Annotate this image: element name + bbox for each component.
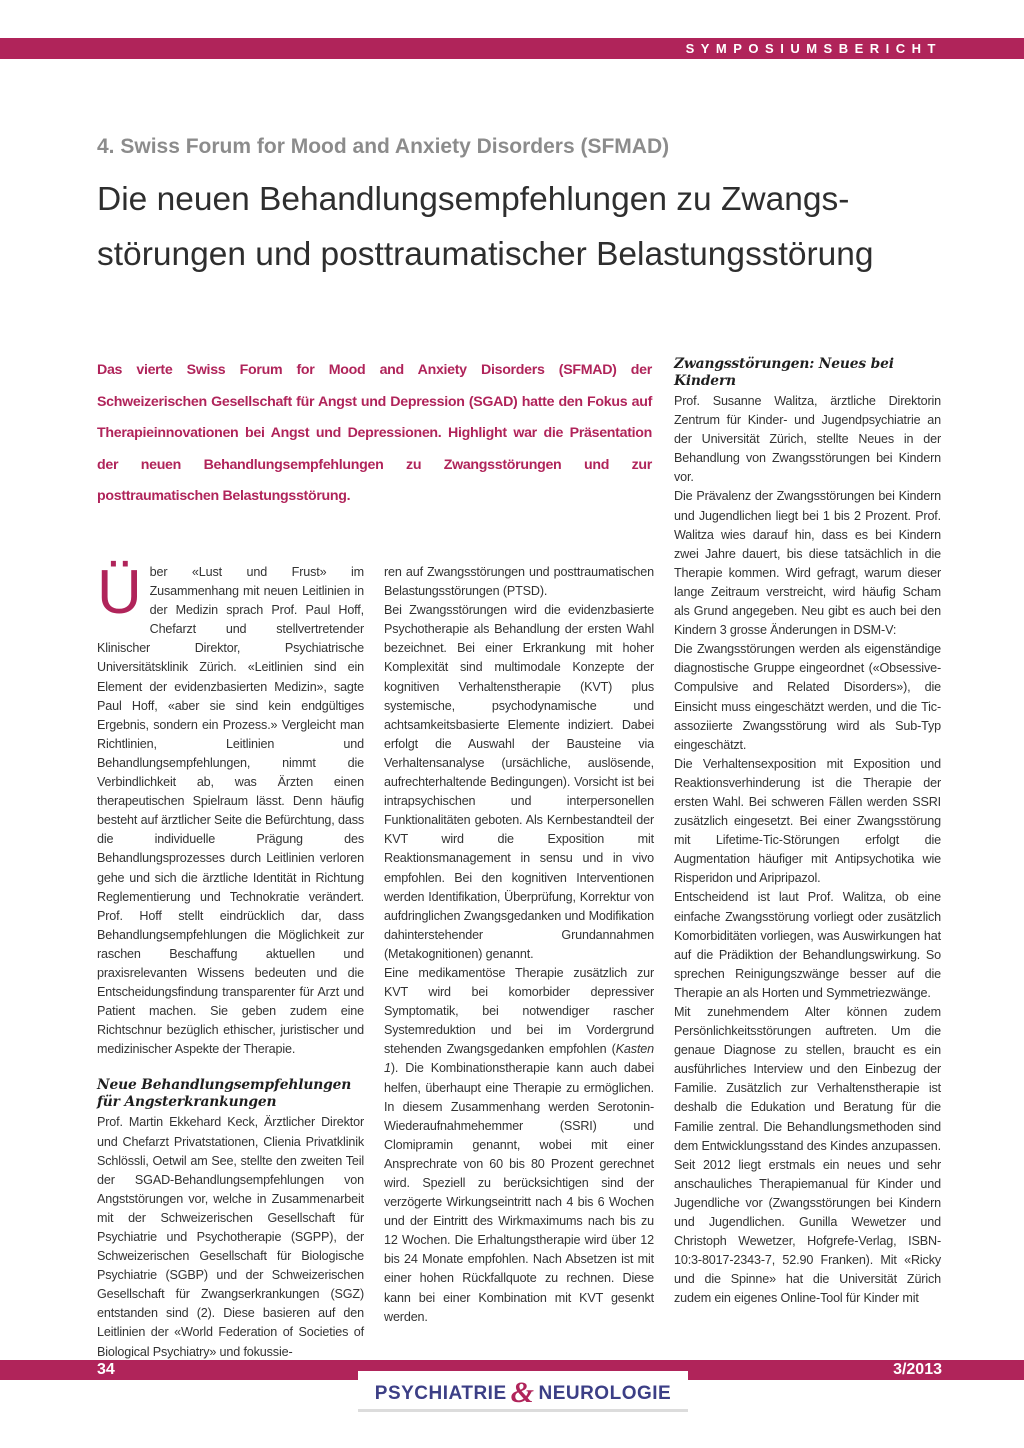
subhead-zwangsstoerungen-kinder: Zwangsstörungen: Neues bei Kindern	[674, 356, 894, 389]
text-column-2	[384, 563, 654, 1327]
box-reference: Kasten 1	[384, 1042, 654, 1076]
col3-paragraph-6: Mit zunehmendem Alter können zudem Persönlichkeitsstörungen auftreten. Um die genaue Diagnose zu stellen, braucht es ein ausführliches Interview und den Einbezug der Familie. Zusätzlich zur Verhaltenstherapie ist deshalb die Edukation und Beratung für die Familie zentral. Die Behandlungsmethoden sind dem Entwicklungsstand des Kindes anzupassen. Seit 2012 liegt erstmals ein neues und sehr anschauliches Therapiemanual für Kinder und Jugendliche vor (Zwangsstörungen bei Kindern und Jugendlichen. Gunilla Wewetzer und Christoph Wewetzer, Hofgrefe-Verlag, ISBN-10:3-8017-2343-7, 52.90 Franken). Mit «Ricky und die Spinne» hat die Universität Zürich zudem ein eigenes Online-Tool für Kinder mit	[674, 1005, 941, 1306]
col3-paragraph-1: Prof. Susanne Walitza, ärztliche Direktorin Zentrum für Kinder- und Jugendpsychiatrie an der Universität Zürich, stellte Neues in der Behandlung von Zwangsstörungen bei Kindern vor.	[674, 394, 941, 485]
article-title	[97, 172, 957, 282]
section-label: SYMPOSIUMSBERICHT	[685, 41, 942, 56]
col2-paragraph-3	[384, 964, 654, 1327]
col2-paragraph-1: ren auf Zwangsstörungen und posttraumatischen Belastungsstörungen (PTSD).	[384, 565, 654, 599]
issue-number: 3/2013	[893, 1361, 942, 1378]
text-column-3	[674, 356, 941, 1309]
col3-paragraph-2: Die Prävalenz der Zwangsstörungen bei Kindern und Jugendlichen liegt bei 1 bis 2 Prozent. Prof. Walitza wies darauf hin, dass es bei Kindern zwei Jahre dauert, bis diese tatsächlich in die Therapie kommen. Wird gefragt, warum dieser lange Zeitraum verstreicht, wird häufig Scham als Grund angegeben. Neu gibt es auch bei den Kindern 3 grosse Änderungen in DSM-V:	[674, 489, 941, 638]
title-line-2: störungen und posttraumatischer Belastungsstörung	[97, 236, 874, 273]
col3-paragraph-4: Die Verhaltensexposition mit Exposition und Reaktionsverhinderung ist die Therapie der ersten Wahl. Bei schweren Fällen werden SSRI zusätzlich eingesetzt. Bei einer Zwangsstörung mit Lifetime-Tic-Störungen erfolgt die Augmentation häufiger mit Antipsychotika wie Risperidon und Aripripazol.	[674, 756, 941, 886]
title-line-1: Die neuen Behandlungsempfehlungen zu Zwangs-	[97, 181, 850, 218]
article-lead: Das vierte Swiss Forum for Mood and Anxiety Disorders (SFMAD) der Schweizerischen Gesellschaft für Angst und Depression (SGAD) hatte den Fokus auf Therapieinnovationen bei Angst und Depressionen. Highlight war die Präsentation der neuen Behandlungsempfehlungen zu Zwangsstörungen und zur posttraumatischen Belastungsstörung.	[97, 362, 652, 504]
col1-paragraph-1-text: ber «Lust und Frust» im Zusammenhang mit neuen Leitlinien in der Medizin sprach Prof. Paul Hoff, Chefarzt und stellvertretender Klinischer Direktor, Psychiatrische Universitätsklinik Zürich. «Leitlinien sind ein Element der evidenzbasierten Medizin», sagte Paul Hoff, «aber sie sind kein endgültiges Ergebnis, sondern ein Prozess.» Vergleicht man Richtlinien, Leitlinien und Behandlungsempfehlungen, nimmt die Verbindlichkeit ab, was Ärzten einen therapeutischen Spielraum lässt. Denn häufig besteht auf ärztlicher Seite die Befürchtung, dass die individuelle Prägung des Behandlungsprozesses durch Leitlinien verloren gehe und sich die ärztliche Identität in Richtung Reglementierung und Technokratie verändert. Prof. Hoff stellt eindrücklich dar, dass Behandlungsempfehlungen die Möglichkeit zur raschen Beschaffung aktuellen und praxisrelevanten Wissens bedeuten und die Entscheidungsfindung transparenter für Arzt und Patient machen. Sie geben zudem eine Richtschnur bezüglich ethischer, juristischer und medizinischer Aspekte der Therapie.	[97, 565, 364, 1057]
col1-paragraph-2: Prof. Martin Ekkehard Keck, Ärztlicher Direktor und Chefarzt Privatstationen, Clienia Privatklinik Schlössli, Oetwil am See, stellte den zweiten Teil der SGAD-Behandlungsempfehlungen von Angststörungen vor, welche in Zusammenarbeit mit der Schweizerischen Gesellschaft für Psychiatrie und Psychotherapie (SGPP), der Schweizerischen Gesellschaft für Biologische Psychiatrie (SGBP) und der Schweizerischen Gesellschaft für Zwangserkrankungen (SGZ) entstanden sind (2). Diese basieren auf den Leitlinien der «World Federation of Societies of Biological Psychiatry» und fokussie-	[97, 1115, 364, 1359]
col2-paragraph-3-a: Eine medikamentöse Therapie zusätzlich zur KVT wird bei komorbider depressiver Symptomatik, bei notwendiger rascher Systemreduktion und bei im Vordergrund stehenden Zwangsgedanken empfohlen (	[384, 965, 654, 1057]
page-number: 34	[97, 1361, 115, 1378]
article-kicker: 4. Swiss Forum for Mood and Anxiety Disorders (SFMAD)	[97, 135, 670, 158]
subhead-angsterkrankungen: Neue Behandlungsempfehlungen für Angsterkrankungen	[97, 1077, 352, 1111]
col2-paragraph-3-b: ). Die Kombinationstherapie kann auch dabei helfen, überhaupt eine Therapie zu ermöglichen. In diesem Zusammenhang werden Serotonin-Wiederaufnahmehemmer (SSRI) und Clomipramin genannt, wobei mit einer Ansprechrate von 60 bis 80 Prozent gerechnet wird. Speziell zu berücksichtigen sind der verzögerte Wirkungseintritt nach 4 bis 6 Wochen und der Eintritt des Wirkmaximums nach bis zu 12 Wochen. Die Erhaltungstherapie wird über 12 bis 24 Monate empfohlen. Nach Absetzen ist mit einer hohen Rückfallquote zu rechnen. Diese kann bei einer Kombination mit KVT gesenkt werden.	[384, 1061, 654, 1324]
text-column-1	[97, 558, 364, 1362]
col3-paragraph-5: Entscheidend ist laut Prof. Walitza, ob eine einfache Zwangsstörung vorliegt oder zusätzlich Komorbiditäten vorliegen, was Auswirkungen hat auf die Prädiktion der Behandlungswirkung. So sprechen Reinigungszwänge besser auf die Therapie an als Horten und Symmetriezwänge.	[674, 890, 941, 1000]
journal-name-left: PSYCHIATRIE	[374, 1383, 507, 1404]
journal-name-right: NEUROLOGIE	[538, 1383, 672, 1404]
drop-cap: Ü	[97, 558, 142, 627]
col1-paragraph-1	[97, 558, 364, 1059]
journal-ampersand: &	[510, 1376, 535, 1409]
journal-logo	[358, 1371, 688, 1412]
journal-name	[375, 1373, 671, 1407]
col2-paragraph-2: Bei Zwangsstörungen wird die evidenzbasierte Psychotherapie als Behandlung der ersten Wahl bezeichnet. Bei einer Erkrankung mit hoher Komplexität sind multimodale Konzepte der kognitiven Verhaltenstherapie (KVT) plus systemische, psychodynamische und achtsamkeitsbasierte Elemente indiziert. Dabei erfolgt die Auswahl der Bausteine via Verhaltensanalyse (ursächliche, auslösende, aufrechterhaltende Bedingungen). Vorsicht ist bei intrapsychischen und interpersonellen Funktionalitäten geboten. Als Kernbestandteil der KVT wird die Exposition mit Reaktionsmanagement in sensu und in vivo empfohlen. Bei den kognitiven Interventionen werden Identifikation, Überprüfung, Korrektur von aufdringlichen Zwangsgedanken und Modifikation dahinterstehender Grundannahmen (Metakognitionen) genannt.	[384, 603, 654, 961]
col3-paragraph-3: Die Zwangsstörungen werden als eigenständige diagnostische Gruppe eingeordnet («Obsessive-Compulsive and Related Disorders»), die Einsicht muss eingeschätzt werden, und die Tic-assoziierte Zwangsstörung wird als Sub-Typ eingeschätzt.	[674, 642, 941, 752]
